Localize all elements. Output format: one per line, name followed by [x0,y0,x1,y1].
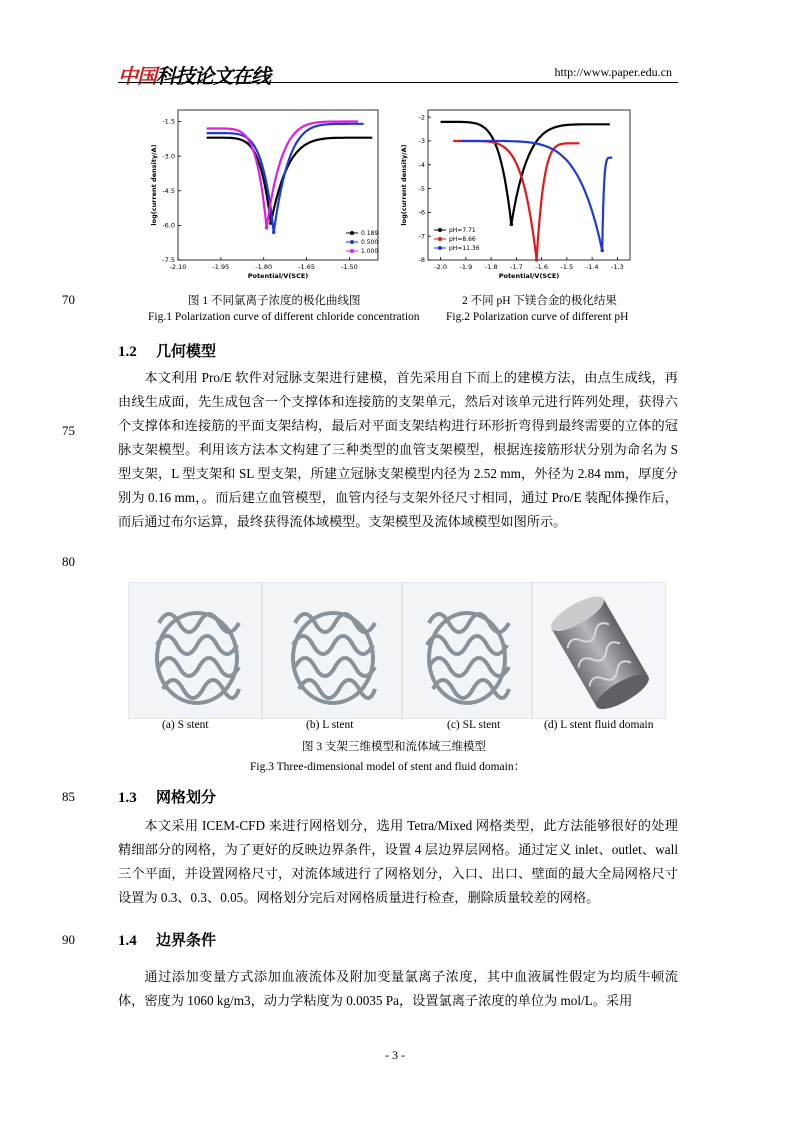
x-axis-label: Potential/V(SCE) [247,272,309,280]
fig2-chart [398,102,642,280]
stent-l-render [263,583,401,718]
y-tick-label: -2 [418,113,425,122]
fig3-caption-en: Fig.3 Three-dimensional model of stent and fluid domain： [250,761,526,773]
legend-label: 0.500 [361,239,379,247]
y-tick-label: -1.5 [162,117,175,126]
paragraph-boundary: 通过添加变量方式添加血液流体及附加变量氯离子浓度，其中血液属性假定为均质牛顿流体，密度为 1060 kg/m3，动力学粘度为 0.0035 Pa，设置氯离子浓度的单位为 mol/L。采用 [118,969,678,1008]
x-tick-label: -1.3 [611,263,624,271]
y-tick-label: -3.0 [162,152,175,161]
x-tick-label: -1.4 [585,263,599,271]
legend-marker [350,240,354,244]
x-tick-label: -1.9 [459,263,473,271]
line-number: 70 [62,292,75,307]
legend-marker [350,249,354,253]
y-axis-label: log(current density/A) [150,144,158,226]
legend-label: pH=7.71 [449,227,476,235]
fluid-domain-render [533,583,665,718]
y-tick-label: -6.0 [162,221,175,230]
fig3-subcaption-d: (d) L stent fluid domain [544,719,654,731]
y-tick-label: -4 [418,160,425,169]
series-point-pH=11.36 [600,249,604,253]
line-number: 90 [62,932,75,947]
fig3-subcaption-b: (b) L stent [306,719,354,731]
section-heading-1-4: 1.4 边界条件 [118,931,217,949]
paragraph-meshing: 本文采用 ICEM-CFD 来进行网格划分，选用 Tetra/Mixed 网格类型，此方法能够很好的处理精细部分的网格，为了更好的反映边界条件，设置 4 层边界层网格。通过定义 inlet、outlet、wall 三个平面，并设置网格尺寸，对流体域进行了网格划分，入口、出口、壁面的最大全局网格尺寸设置为 0.3、0.3、0.05。网格划分完后对网格质量进行检查，删除质量较差的网格。 [118,818,678,905]
fig3-caption-cn: 图 3 支架三维模型和流体域三维模型 [302,741,486,753]
line-number: 75 [62,423,75,438]
line-number: 85 [62,789,75,804]
fluid-domain-image [532,582,666,719]
x-tick-label: -1.7 [510,263,523,271]
fig1-caption-en: Fig.1 Polarization curve of different chloride concentration [148,311,420,323]
x-tick-label: -1.50 [341,263,358,271]
fig3-subcaption-a: (a) S stent [162,719,209,731]
legend-label: pH=11.36 [449,245,480,253]
x-axis-label: Potential/V(SCE) [498,272,560,280]
fig2-caption-cn: 2 不同 pH 下镁合金的极化结果 [462,295,617,307]
x-tick-label: -1.80 [255,263,273,271]
legend-marker [350,231,354,235]
section-heading-1-2: 1.2 几何模型 [118,342,217,360]
section-heading-1-3: 1.3 网格划分 [118,788,217,806]
series-line-pH=7.71 [441,122,610,224]
stent-l-image [262,582,402,719]
y-tick-label: -3 [418,137,425,146]
page-number: - 3 - [385,1048,405,1062]
fig1-caption-cn: 图 1 不同氯离子浓度的极化曲线图 [188,295,361,307]
legend-marker [438,228,442,232]
journal-logo: 中国科技论文在线 [118,64,270,88]
x-tick-label: -2.10 [169,263,187,271]
series-line-pH=11.36 [461,141,613,251]
fig2-caption-en: Fig.2 Polarization curve of different pH [446,311,629,323]
stent-sl-render [403,583,531,718]
series-point-0.500 [272,231,276,235]
stent-s-render [129,583,261,718]
header-url[interactable]: http://www.paper.edu.cn [554,65,672,79]
y-tick-label: -7 [418,232,425,241]
legend-label: 1.000 [361,248,379,256]
y-tick-label: -6 [418,208,425,217]
legend-marker [438,237,442,241]
y-tick-label: -7.5 [162,256,175,265]
x-tick-label: -1.65 [298,263,315,271]
paragraph-geometry: 本文利用 Pro/E 软件对冠脉支架进行建模，首先采用自下而上的建模方法，由点生成线，再由线生成面，先生成包含一个支撑体和连接筋的支架单元，然后对该单元进行阵列处理，获得六个支撑体和连接筋的平面支架结构，最后对平面支架结构进行环形折弯得到最终需要的立体的冠脉支架模型。利用该方法本文构建了三种类型的血管支架模型，根据连接筋形状分别为命名为 S 型支架，L 型支架和 SL 型支架，所建立冠脉支架模型内径为 2.52 mm，外径为 2.84 mm，厚度分别为 0.16 mm，。而后建立血管模型，血管内径与支架外径尺寸相同，通过 Pro/E 装配体操作后，而后通过布尔运算，最终获得流体域模型。支架模型及流体域模型如图所示。 [118,370,678,529]
y-axis-label: log(current density/A) [400,144,408,226]
stent-sl-image [402,582,532,719]
fig3-subcaption-c: (c) SL stent [447,719,501,731]
fig1-chart [150,102,390,280]
legend-marker [438,246,442,250]
stent-s-image [128,582,262,719]
y-tick-label: -8 [418,256,425,265]
series-point-pH=7.71 [510,222,514,226]
series-point-1.000 [265,226,269,230]
legend-label: 0.189 [361,230,379,238]
y-tick-label: -4.5 [162,186,175,195]
x-tick-label: -2.0 [434,263,447,271]
line-number: 80 [62,554,75,569]
series-line-0.189 [207,138,373,223]
series-line-0.500 [207,124,364,233]
x-tick-label: -1.6 [535,263,548,271]
x-tick-label: -1.8 [484,263,498,271]
series-point-pH=8.66 [535,258,539,262]
legend-label: pH=8.66 [449,236,476,244]
x-tick-label: -1.95 [212,263,230,271]
y-tick-label: -5 [418,184,425,193]
x-tick-label: -1.5 [560,263,574,271]
header-rule [118,82,678,83]
